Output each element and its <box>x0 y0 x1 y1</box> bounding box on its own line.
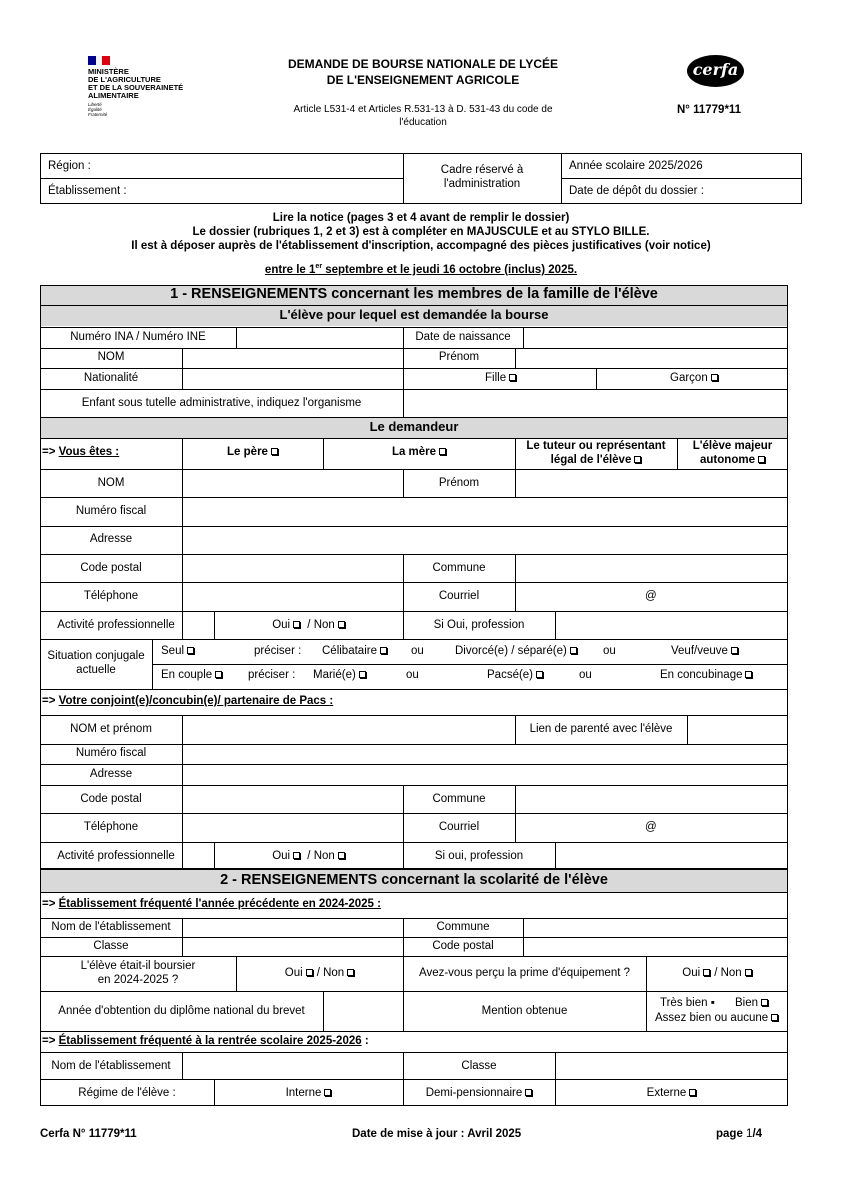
fille-checkbox[interactable] <box>509 374 516 381</box>
demandeur-prenom-field[interactable] <box>516 470 787 497</box>
prev-prefix: => <box>42 898 59 910</box>
instruction-dates <box>40 263 802 276</box>
motto-3: Fraternité <box>88 112 108 117</box>
garcon-option[interactable] <box>670 372 718 384</box>
demi-checkbox[interactable] <box>525 1089 532 1096</box>
article-line-1: Article L531-4 et Articles R.531-13 à D. 531-43 du code de <box>293 104 553 115</box>
demi-option[interactable] <box>403 1087 555 1099</box>
conjoint-courriel-at: @ <box>645 821 657 833</box>
veuf-label: Veuf/veuve <box>671 645 728 657</box>
footer-page-total: /4 <box>752 1128 763 1140</box>
demandeur-fiscal-field[interactable] <box>183 498 787 525</box>
footer-page-number: 1 <box>746 1128 753 1140</box>
mere-option[interactable] <box>323 446 515 458</box>
externe-checkbox[interactable] <box>689 1089 696 1096</box>
seul-option[interactable] <box>161 645 194 657</box>
prime-oui-label: Oui <box>682 967 701 979</box>
demandeur-adresse-field[interactable] <box>183 527 787 554</box>
majeur-line-2: autonome <box>700 454 755 466</box>
prev-etab-heading <box>42 898 381 910</box>
conjoint-text: Votre conjoint(e)/concubin(e)/ partenaire de Pacs : <box>58 695 334 707</box>
rentree-suffix: : <box>361 1035 369 1047</box>
divorce-label: Divorcé(e) / séparé(e) <box>455 645 567 657</box>
conjoint-prefix: => <box>42 695 59 707</box>
conjoint-adresse-field[interactable] <box>183 765 787 785</box>
ina-field[interactable] <box>237 328 403 348</box>
divorce-checkbox[interactable] <box>570 647 577 654</box>
couple-label: En couple <box>161 669 213 681</box>
prev-text: Établissement fréquenté l'année précédente en 2024-2025 : <box>58 898 381 910</box>
prime-options <box>646 967 788 979</box>
tuteur-line-2: légal de l'élève <box>550 454 632 466</box>
couple-checkbox[interactable] <box>215 671 222 678</box>
ou-3: ou <box>406 669 419 681</box>
prev-cp-field[interactable] <box>524 938 787 956</box>
date-naissance-label: Date de naissance <box>415 331 511 343</box>
activite-oui-label: Oui <box>272 619 291 631</box>
rentree-classe-field[interactable] <box>556 1053 787 1079</box>
ministry-logo <box>88 56 198 120</box>
prev-classe-label: Classe <box>93 940 129 952</box>
bien-label: Bien <box>735 997 759 1009</box>
prime-slash: / <box>714 967 718 979</box>
pacse-checkbox[interactable] <box>536 671 543 678</box>
instruction-3: Il est à déposer auprès de l'établissement d'inscription, accompagné des pièces justificatives (voir notice) <box>131 240 711 252</box>
demandeur-fiscal-label: Numéro fiscal <box>75 505 147 517</box>
nationalite-label: Nationalité <box>83 372 139 384</box>
concubinage-checkbox[interactable] <box>745 671 752 678</box>
prime-oui-checkbox[interactable] <box>703 969 710 976</box>
boursier-line-2: en 2024-2025 ? <box>97 974 179 986</box>
demandeur-nom-label: NOM <box>97 477 125 489</box>
pere-checkbox[interactable] <box>271 448 278 455</box>
lien-parente-field[interactable] <box>688 716 787 744</box>
pacse-label: Pacsé(e) <box>487 669 534 681</box>
situation-line-2: actuelle <box>76 664 116 676</box>
boursier-slash: / <box>316 967 320 979</box>
veuf-checkbox[interactable] <box>731 647 738 654</box>
conjoint-profession-label: Si oui, profession <box>434 850 524 862</box>
date-depot-label: Date de dépôt du dossier : <box>569 185 704 197</box>
ou-1: ou <box>411 645 424 657</box>
pere-option[interactable] <box>182 446 323 458</box>
conjoint-non-checkbox[interactable] <box>338 852 345 859</box>
conjoint-commune-field[interactable] <box>516 786 787 813</box>
boursier-non-checkbox[interactable] <box>347 969 354 976</box>
conjoint-tel-field[interactable] <box>183 814 403 841</box>
boursier-oui-checkbox[interactable] <box>306 969 313 976</box>
prev-commune-label: Commune <box>436 921 490 933</box>
celibataire-checkbox[interactable] <box>380 647 387 654</box>
marie-checkbox[interactable] <box>359 671 366 678</box>
tuteur-line-1: Le tuteur ou représentant <box>526 440 666 452</box>
conjoint-oui-checkbox[interactable] <box>293 852 300 859</box>
conjoint-fiscal-field[interactable] <box>183 745 787 764</box>
prev-classe-field[interactable] <box>183 938 403 956</box>
brevet-field[interactable] <box>324 992 403 1031</box>
cerfa-number: N° 11779*11 <box>677 104 742 116</box>
annee-scolaire: Année scolaire 2025/2026 <box>569 160 703 172</box>
fille-option[interactable] <box>485 372 516 384</box>
boursier-line-1: L'élève était-il boursier <box>80 960 196 972</box>
divorce-option[interactable] <box>455 645 577 657</box>
conjoint-nom-label: NOM et prénom <box>70 723 152 735</box>
tuteur-checkbox[interactable] <box>634 456 641 463</box>
couple-option[interactable] <box>161 669 222 681</box>
form-title-line-1: DEMANDE DE BOURSE NATIONALE DE LYCÉE <box>287 57 559 71</box>
marianne-flag-icon <box>88 56 110 65</box>
motto-1: Liberté <box>88 102 102 107</box>
dates-sup: er <box>315 263 323 270</box>
conjoint-adresse-label: Adresse <box>89 768 133 780</box>
rentree-nom-etab-field[interactable] <box>183 1053 403 1079</box>
veuf-option[interactable] <box>671 645 738 657</box>
conjoint-courriel-label: Courriel <box>438 821 480 833</box>
courriel-at: @ <box>645 590 657 602</box>
footer-cerfa: Cerfa N° 11779*11 <box>40 1128 137 1140</box>
prev-cp-label: Code postal <box>432 940 494 952</box>
demandeur-tel-label: Téléphone <box>83 590 139 602</box>
cadre-line-2: l'administration <box>443 178 521 190</box>
form-title-line-2: DE L'ENSEIGNEMENT AGRICOLE <box>326 73 520 87</box>
conjoint-cp-label: Code postal <box>80 793 142 805</box>
conjoint-heading <box>42 695 333 707</box>
cerfa-logo <box>687 55 744 87</box>
conjoint-non-label: Non <box>313 850 335 862</box>
demandeur-cp-field[interactable] <box>183 555 403 582</box>
demandeur-commune-label: Commune <box>432 562 486 574</box>
rentree-nom-etab-label: Nom de l'établissement <box>51 1060 171 1072</box>
seul-label: Seul <box>161 645 185 657</box>
tres-bien-option[interactable]: Très bien ▪ <box>660 997 715 1009</box>
demandeur-activite-options <box>214 619 403 631</box>
celibataire-label: Célibataire <box>322 645 377 657</box>
etablissement-label: Établissement : <box>48 185 127 197</box>
brevet-label: Année d'obtention du diplôme national du brevet <box>58 1005 305 1017</box>
activite-non-label: Non <box>313 619 335 631</box>
conjoint-tel-label: Téléphone <box>83 821 139 833</box>
vous-prefix: => <box>42 446 59 458</box>
concubinage-option[interactable] <box>660 669 752 681</box>
seul-checkbox[interactable] <box>187 647 194 654</box>
prime-non-label: Non <box>720 967 742 979</box>
footer-page-label: page <box>716 1128 747 1140</box>
ministry-line-2: DE L'AGRICULTURE <box>88 75 161 84</box>
instruction-1: Lire la notice (pages 3 et 4 avant de remplir le dossier) <box>272 212 570 224</box>
region-label: Région : <box>48 160 91 172</box>
majeur-line-1: L'élève majeur <box>692 440 773 452</box>
vous-etes-text: Vous êtes : <box>58 446 120 458</box>
externe-label: Externe <box>646 1087 687 1099</box>
activite-oui-checkbox[interactable] <box>293 621 300 628</box>
pacse-option[interactable] <box>487 669 543 681</box>
conjoint-profession-field[interactable] <box>556 843 787 869</box>
interne-checkbox[interactable] <box>324 1089 331 1096</box>
demandeur-activite-label: Activité professionnelle <box>57 619 175 631</box>
dates-end: septembre et le jeudi 16 octobre (inclus) 2025. <box>322 263 578 276</box>
boursier-oui-label: Oui <box>284 967 303 979</box>
marie-option[interactable] <box>313 669 366 681</box>
externe-option[interactable] <box>555 1087 788 1099</box>
conjoint-activite-options <box>214 850 403 862</box>
eleve-prenom-field[interactable] <box>516 349 787 368</box>
pere-label: Le père <box>227 446 268 458</box>
boursier-non-label: Non <box>323 967 345 979</box>
rentree-classe-label: Classe <box>461 1060 497 1072</box>
eleve-prenom-label: Prénom <box>438 351 480 363</box>
preciser-1: préciser : <box>254 645 302 657</box>
demandeur-subtitle: Le demandeur <box>369 419 459 434</box>
ministry-line-1: MINISTÈRE <box>88 67 129 76</box>
demi-label: Demi-pensionnaire <box>425 1087 523 1099</box>
demandeur-profession-field[interactable] <box>556 612 787 639</box>
demandeur-cp-label: Code postal <box>80 562 142 574</box>
eleve-nom-field[interactable] <box>183 349 403 368</box>
article-line-2: l'éducation <box>399 117 447 128</box>
demandeur-nom-field[interactable] <box>183 470 403 497</box>
assez-bien-checkbox[interactable] <box>771 1014 778 1021</box>
section-1-title: 1 - RENSEIGNEMENTS concernant les membres de la famille de l'élève <box>170 286 658 302</box>
footer-date: Date de mise à jour : Avril 2025 <box>352 1128 522 1140</box>
prime-label: Avez-vous perçu la prime d'équipement ? <box>418 967 630 979</box>
prev-nom-etab-field[interactable] <box>183 919 403 937</box>
prev-nom-etab-label: Nom de l'établissement <box>51 921 171 933</box>
ministry-line-3: ET DE LA SOUVERAINETÉ <box>88 83 184 92</box>
conjoint-activite-label: Activité professionnelle <box>57 850 175 862</box>
conjoint-nom-field[interactable] <box>183 716 515 744</box>
fille-label: Fille <box>485 372 507 384</box>
rentree-heading <box>42 1035 369 1047</box>
tuteur-option[interactable] <box>515 454 677 466</box>
ou-4: ou <box>579 669 592 681</box>
cerfa-logo-text: cerfa <box>692 60 739 79</box>
majeur-checkbox[interactable] <box>758 456 765 463</box>
bien-option[interactable] <box>735 997 768 1009</box>
boursier-options <box>236 967 403 979</box>
preciser-2: préciser : <box>248 669 296 681</box>
tres-bien-label: Très bien <box>660 997 708 1009</box>
ministry-line-4: ALIMENTAIRE <box>88 91 139 100</box>
conjoint-fiscal-label: Numéro fiscal <box>75 747 147 759</box>
footer-page <box>716 1128 762 1140</box>
conjoint-oui-label: Oui <box>272 850 291 862</box>
garcon-checkbox[interactable] <box>711 374 718 381</box>
conjoint-cp-field[interactable] <box>183 786 403 813</box>
tutelle-field[interactable] <box>404 390 787 417</box>
motto-2: Égalité <box>88 107 102 112</box>
ou-2: ou <box>603 645 616 657</box>
assez-bien-label: Assez bien ou aucune <box>655 1012 769 1024</box>
interne-option[interactable] <box>214 1087 403 1099</box>
garcon-label: Garçon <box>670 372 708 384</box>
activite-slash: / <box>307 619 311 631</box>
bien-checkbox[interactable] <box>761 999 768 1006</box>
mention-label: Mention obtenue <box>481 1005 568 1017</box>
rentree-text: Établissement fréquenté à la rentrée scolaire 2025-2026 <box>58 1035 362 1047</box>
mere-label: La mère <box>391 446 437 458</box>
rentree-prefix: => <box>42 1035 59 1047</box>
dates-start: entre le 1 <box>264 263 316 276</box>
eleve-nom-label: NOM <box>97 351 125 363</box>
demandeur-adresse-label: Adresse <box>89 533 133 545</box>
nationalite-field[interactable] <box>183 369 403 389</box>
demandeur-tel-field[interactable] <box>183 583 403 610</box>
mere-checkbox[interactable] <box>439 448 446 455</box>
section-2-title: 2 - RENSEIGNEMENTS concernant la scolarité de l'élève <box>220 872 608 888</box>
activite-non-checkbox[interactable] <box>338 621 345 628</box>
marie-label: Marié(e) <box>313 669 356 681</box>
vous-etes-label <box>42 446 119 458</box>
instruction-2: Le dossier (rubriques 1, 2 et 3) est à compléter en MAJUSCULE et au STYLO BILLE. <box>192 226 650 238</box>
concubinage-label: En concubinage <box>660 669 743 681</box>
assez-bien-option[interactable] <box>655 1012 778 1024</box>
demandeur-commune-field[interactable] <box>516 555 787 582</box>
prime-non-checkbox[interactable] <box>745 969 752 976</box>
demandeur-courriel-label: Courriel <box>438 590 480 602</box>
eleve-subtitle: L'élève pour lequel est demandée la bourse <box>279 307 549 322</box>
conjoint-commune-label: Commune <box>432 793 486 805</box>
majeur-option[interactable] <box>677 454 788 466</box>
ina-label: Numéro INA / Numéro INE <box>70 331 206 343</box>
interne-label: Interne <box>285 1087 322 1099</box>
lien-parente-label: Lien de parenté avec l'élève <box>529 723 673 735</box>
conjoint-slash: / <box>307 850 311 862</box>
demandeur-profession-label: Si Oui, profession <box>433 619 525 631</box>
date-naissance-field[interactable] <box>524 328 787 348</box>
demandeur-prenom-label: Prénom <box>438 477 480 489</box>
cadre-line-1: Cadre réservé à <box>440 164 524 176</box>
celibataire-option[interactable] <box>322 645 387 657</box>
prev-commune-field[interactable] <box>524 919 787 937</box>
regime-label: Régime de l'élève : <box>78 1087 176 1099</box>
situation-line-1: Situation conjugale <box>47 650 145 662</box>
tutelle-label: Enfant sous tutelle administrative, indiquez l'organisme <box>81 397 362 409</box>
